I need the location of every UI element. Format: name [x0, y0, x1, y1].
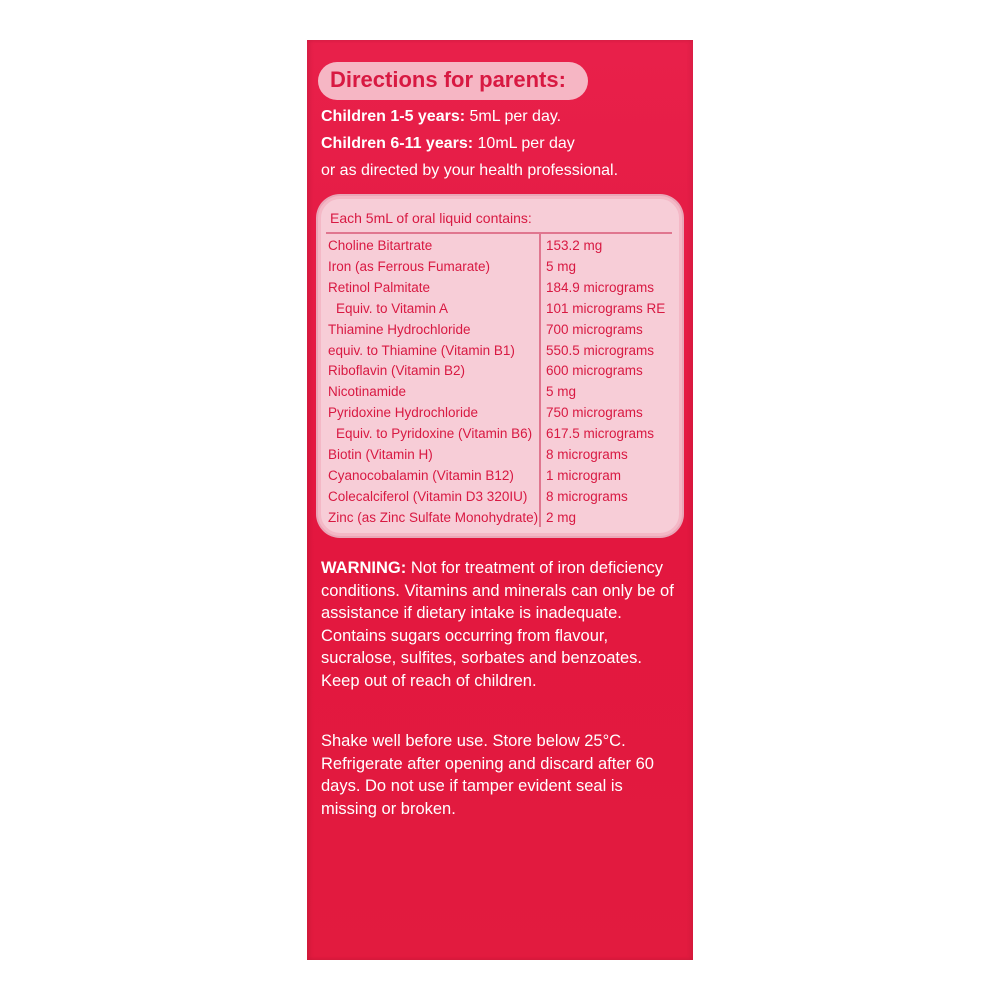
- nutrient-amount: 8 micrograms: [546, 488, 628, 504]
- table-row: [328, 277, 678, 298]
- directions-line-2: [321, 133, 575, 155]
- warning-label: WARNING:: [321, 559, 407, 577]
- table-row: [328, 486, 678, 507]
- nutrient-amount: 600 micrograms: [546, 363, 643, 379]
- directions-line-1: [321, 106, 561, 128]
- table-row: [328, 402, 678, 423]
- nutrient-amount: 8 micrograms: [546, 447, 628, 462]
- table-row: [328, 381, 678, 402]
- nutrient-amount: 1 microgram: [546, 467, 622, 483]
- table-row: [328, 235, 678, 256]
- nutrient-amount: 550.5 micrograms: [546, 342, 655, 358]
- warning-paragraph: [321, 557, 681, 693]
- directions-line-1-text: 5mL per day.: [465, 108, 562, 125]
- table-row: [328, 444, 678, 465]
- directions-line-1-label: Children 1-5 years:: [321, 108, 466, 125]
- table-row: [328, 340, 678, 361]
- nutrient-amount: 5 mg: [546, 258, 577, 274]
- table-row: [328, 465, 678, 486]
- nutrient-name: Iron (as Ferrous Fumarate): [328, 258, 491, 274]
- nutrient-amount: 5 mg: [546, 384, 577, 400]
- directions-line-2-label: Children 6-11 years:: [321, 135, 474, 152]
- nutrient-name: Equiv. to Pyridoxine (Vitamin B6): [336, 426, 533, 442]
- nutrient-name: Riboflavin (Vitamin B2): [328, 363, 466, 379]
- nutrient-name: Pyridoxine Hydrochloride: [328, 405, 479, 421]
- table-row: [328, 298, 678, 319]
- directions-title: Directions for parents:: [330, 67, 566, 92]
- table-row: [328, 256, 678, 277]
- table-row: [328, 423, 678, 444]
- nutrient-name: Colecalciferol (Vitamin D3 320IU): [328, 488, 528, 504]
- storage-paragraph: Shake well before use. Store below 25°C. Refrigerate after opening and discard after 60 days. Do not use if tamper evident seal is missing or broken.: [321, 732, 654, 818]
- nutrient-amount: 750 micrograms: [546, 405, 643, 421]
- nutrient-name: Thiamine Hydrochloride: [328, 321, 471, 337]
- table-heading-divider: [326, 232, 672, 234]
- table-row: [328, 360, 678, 381]
- nutrient-name: Choline Bitartrate: [328, 238, 433, 253]
- ingredients-table-heading: Each 5mL of oral liquid contains:: [330, 210, 532, 226]
- nutrient-amount: 2 mg: [546, 509, 577, 525]
- nutrient-name: Equiv. to Vitamin A: [336, 300, 449, 316]
- nutrient-name: equiv. to Thiamine (Vitamin B1): [328, 342, 515, 358]
- directions-line-2-text: 10mL per day: [473, 135, 575, 152]
- nutrient-amount: 101 micrograms RE: [546, 300, 666, 316]
- nutrient-name: Nicotinamide: [328, 384, 407, 400]
- warning-text: Not for treatment of iron deficiency conditions. Vitamins and minerals can only be of assistance if dietary intake is inadequate. Contains sugars occurring from flavour, sucralose, sulfites, sorbates and benzoates. Keep out of reach of children.: [321, 559, 674, 690]
- nutrient-name: Retinol Palmitate: [328, 279, 431, 295]
- table-row: [328, 507, 678, 528]
- nutrient-name: Zinc (as Zinc Sulfate Monohydrate): [328, 509, 539, 525]
- nutrient-amount: 700 micrograms: [546, 321, 643, 337]
- directions-line-3: or as directed by your health professional.: [321, 162, 619, 179]
- table-row: [328, 319, 678, 340]
- nutrient-amount: 184.9 micrograms: [546, 279, 655, 295]
- nutrient-amount: 617.5 micrograms: [546, 426, 655, 442]
- nutrient-amount: 153.2 mg: [546, 238, 603, 253]
- nutrient-name: Biotin (Vitamin H): [328, 447, 433, 462]
- nutrient-name: Cyanocobalamin (Vitamin B12): [328, 467, 514, 483]
